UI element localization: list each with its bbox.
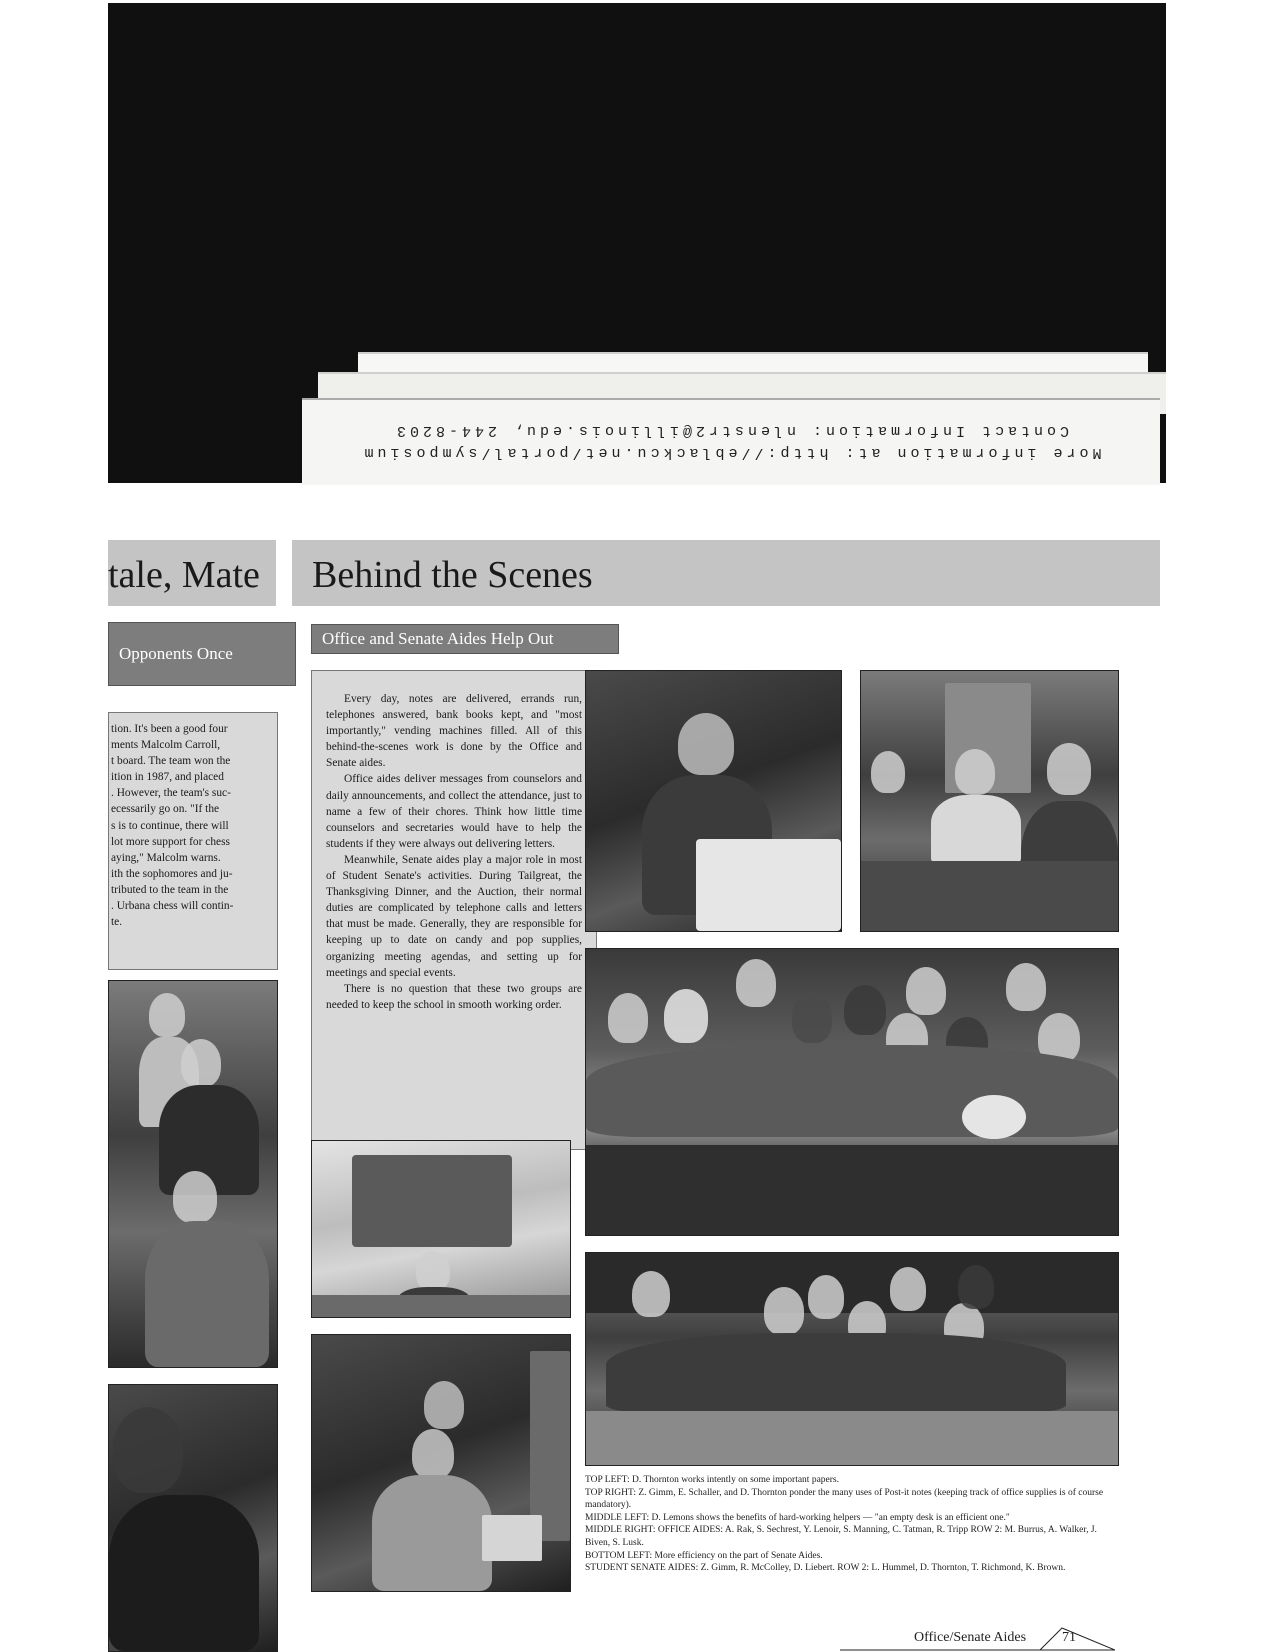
bottom-left-photo <box>311 1334 571 1592</box>
student-portrait-photo <box>108 1384 278 1652</box>
page-folio <box>840 1626 1115 1652</box>
top-right-photo <box>860 670 1119 932</box>
article-paragraph: Every day, notes are delivered, errands run, telephones answered, bank books kept, and "most importantly," vending machines filled. All of this behind-the-scenes work is done by the Office and Senate aides. <box>326 693 582 770</box>
left-text-line: te. <box>111 916 123 929</box>
article-box <box>311 670 597 1150</box>
top-left-photo <box>585 670 842 932</box>
left-text-line: s is to continue, there will <box>111 819 229 832</box>
upside-down-info-sheet <box>302 398 1160 490</box>
left-text-line: ecessarily go on. "If the <box>111 803 220 816</box>
caption-middle-left: MIDDLE LEFT: D. Lemons shows the benefits of hard-working helpers — "an empty desk is an efficient one." <box>585 1512 1010 1523</box>
left-text-line: t board. The team won the <box>111 755 231 768</box>
left-text-line: aying," Malcolm warns. <box>111 851 221 864</box>
left-text-line: tion. It's been a good four <box>111 723 228 735</box>
bottom-right-photo <box>585 1252 1119 1466</box>
middle-right-group-photo <box>585 948 1119 1236</box>
left-text-line: tributed to the team in the <box>111 883 229 896</box>
article-paragraph: Meanwhile, Senate aides play a major role in most of Student Senate's activities. During Tailgreat, the Thanksgiving Dinner, and the Auction, their normal duties are complicated by telephone calls and letters that must be made. Generally, they are responsible for keeping up to date on candy and pop supplies, organizing meeting agendas, and setting up for meetings and special events. <box>326 853 582 979</box>
caption-middle-right: MIDDLE RIGHT: OFFICE AIDES: A. Rak, S. Sechrest, Y. Lenoir, S. Manning, C. Tatman, R. Tripp ROW 2: M. Burrus, A. Walker, J. Biven, S. Lusk. <box>585 1525 1097 1548</box>
page-title: Behind the Scenes <box>312 554 593 596</box>
article-paragraph: There is no question that these two groups are needed to keep the school in smooth working order. <box>326 982 582 1011</box>
left-page-title: tale, Mate <box>108 554 260 596</box>
chess-team-photo <box>108 980 278 1368</box>
left-text-line: . However, the team's suc- <box>111 787 231 800</box>
left-text-line: . Urbana chess will contin- <box>111 900 234 913</box>
left-subhead: Opponents Once <box>108 622 296 686</box>
info-line-upside-down: More information at: http://eblackcu.net/portal/symposium <box>360 444 1102 461</box>
left-text-line: ments Malcolm Carroll, <box>111 739 221 752</box>
article-subhead: Office and Senate Aides Help Out <box>311 624 619 654</box>
page-number: 71 <box>1062 1630 1076 1645</box>
left-text-line: ition in 1987, and placed <box>111 771 224 784</box>
caption-senate-aides: STUDENT SENATE AIDES: Z. Gimm, R. McColley, D. Liebert. ROW 2: L. Hummel, D. Thornton, T. Richmond, K. Brown. <box>585 1563 1066 1574</box>
photo-captions <box>585 1474 1120 1575</box>
caption-top-left: TOP LEFT: D. Thornton works intently on some important papers. <box>585 1475 839 1485</box>
left-article-box <box>108 712 278 970</box>
left-text-line: ith the sophomores and ju- <box>111 867 233 880</box>
middle-left-photo <box>311 1140 571 1318</box>
left-text-line: lot more support for chess <box>111 835 230 848</box>
article-paragraph: Office aides deliver messages from counselors and daily announcements, and collect the attendance, just to name a few of their chores. Think how little time counselors and secretaries would have to help the students if they were always out delivering letters. <box>326 773 582 850</box>
caption-bottom-left: BOTTOM LEFT: More efficiency on the part of Senate Aides. <box>585 1550 823 1561</box>
contact-line-upside-down: Contact Information: nlenstr2@illinois.edu, 244-8203 <box>392 422 1070 439</box>
caption-top-right: TOP RIGHT: Z. Gimm, E. Schaller, and D. Thornton ponder the many uses of Post-it notes (keeping track of office supplies is of course mandatory). <box>585 1487 1104 1511</box>
folio-section-label: Office/Senate Aides <box>914 1630 1027 1645</box>
